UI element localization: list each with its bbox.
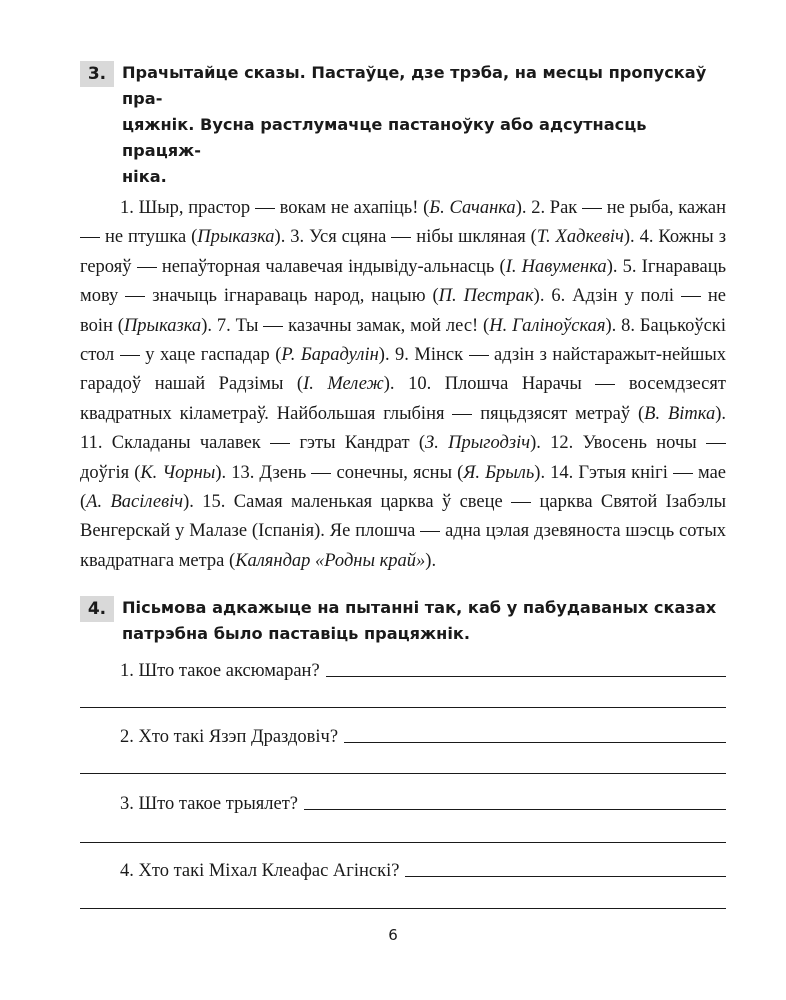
sentence-text: гэты Кандрат ( xyxy=(299,433,426,454)
dash-blank[interactable] xyxy=(391,236,411,238)
question-2 xyxy=(80,718,726,748)
dash-blank[interactable] xyxy=(263,325,283,327)
answer-line-full xyxy=(80,773,726,774)
answer-line-full xyxy=(80,707,726,708)
sentence-text: пяцьдзясят метраў ( xyxy=(480,403,645,424)
sentence-text: вокам не ахапіць! ( xyxy=(279,198,430,218)
sentence-text: ). 9. Мінск xyxy=(378,345,464,366)
sentence-text: мае ( xyxy=(80,462,727,513)
task-4-header xyxy=(80,595,726,647)
sentence-text: не птушка ( xyxy=(104,227,198,248)
author: А. Васілевіч xyxy=(86,492,184,513)
sentence-text: ). 7. Ты xyxy=(201,315,259,336)
answer-line[interactable] xyxy=(80,773,726,774)
answer-line-full xyxy=(80,908,726,909)
answer-line[interactable] xyxy=(80,842,726,843)
sentence-text: 1. Шыр, прастор xyxy=(120,198,251,218)
sentence-text: у хаце гаспадар ( xyxy=(145,345,282,366)
dash-blank[interactable] xyxy=(511,501,531,503)
task-4 xyxy=(80,595,726,647)
task-3-instruction-line-2: цяжнік. Вусна растлумачце пастаноўку або адсутнасць працяж- xyxy=(122,115,647,160)
sentence-text: царква Святой Ізабэлы Венгерскай у Малазе (Іспанія). Яе плошча xyxy=(80,492,726,542)
sentence-text: ). 12. Увосень ночы xyxy=(530,433,697,454)
dash-blank[interactable] xyxy=(270,442,290,444)
author: Т. Хадкевіч xyxy=(536,227,624,248)
answer-line[interactable] xyxy=(80,707,726,708)
question-text: 4. Хто такі Міхал Клеафас Агінскі? xyxy=(120,861,400,881)
dash-blank[interactable] xyxy=(452,413,472,415)
author: В. Вітка xyxy=(644,403,716,424)
sentence-text: адна цэлая дзевяноста шэсць сотых квадратнага метра ( xyxy=(80,521,727,571)
sentence-text: ). 11. Складаны чалавек xyxy=(80,403,727,454)
sentence-text: непаўторная чалавечая індывіду-альнасць ( xyxy=(161,256,506,277)
dash-blank[interactable] xyxy=(311,472,331,474)
dash-blank[interactable] xyxy=(125,295,145,297)
dash-blank[interactable] xyxy=(681,295,701,297)
dash-blank[interactable] xyxy=(80,236,100,238)
sentence-text: ). 15. Самая маленькая царква ў свеце xyxy=(183,492,503,513)
answer-line[interactable] xyxy=(405,876,726,877)
task-4-number: 4. xyxy=(80,596,114,622)
sentence-text: адзін з найстаражыт-нейшых гарадоў нашай Радзімы ( xyxy=(80,345,727,395)
answer-line[interactable] xyxy=(344,742,726,743)
dash-blank[interactable] xyxy=(595,383,615,385)
task-3-instruction xyxy=(122,60,726,190)
author: Прыказка xyxy=(123,315,202,336)
question-text: 2. Хто такі Язэп Драздовіч? xyxy=(120,727,339,747)
task-4-instruction-line-1: Пісьмова адкажыце на пытанні так, каб у пабудаваных сказах xyxy=(122,598,717,617)
author: Н. Галіноўская xyxy=(489,315,606,336)
author: З. Прыгодзіч xyxy=(425,433,531,454)
task-4-instruction xyxy=(122,595,716,647)
question-3 xyxy=(80,785,726,815)
sentence-text: ). 2. Рак xyxy=(515,198,578,218)
page-number: 6 xyxy=(388,926,398,944)
sentence-text: ). 14. Гэтыя кнігі xyxy=(534,462,668,483)
author: І. Мележ xyxy=(303,374,384,395)
task-3-instruction-line-3: ніка. xyxy=(122,167,167,186)
dash-blank[interactable] xyxy=(706,442,726,444)
sentence-text: ). 3. Уся сцяна xyxy=(274,227,387,248)
dash-blank[interactable] xyxy=(255,207,275,209)
sentence-text: ). 5. Ігнараваць мову xyxy=(80,256,727,307)
sentence-text: доўгія ( xyxy=(80,462,141,483)
sentence-text: ). xyxy=(425,550,437,571)
dash-blank[interactable] xyxy=(120,354,140,356)
sentence-text: ). 6. Адзін у полі xyxy=(533,286,674,307)
author: К. Чорны xyxy=(140,462,216,483)
sentence-text: восемдзесят квадратных кіламетраў. Найбольшая глыбіня xyxy=(80,374,726,424)
sentence-text: ). 8. Бацькоўскі стол xyxy=(80,315,726,366)
task-3-header xyxy=(80,60,726,190)
author: Каляндар «Родны край» xyxy=(235,550,426,571)
sentence-text: значыць ігнараваць народ, нацыю ( xyxy=(152,286,439,307)
question-4 xyxy=(80,852,726,882)
dash-blank[interactable] xyxy=(673,472,693,474)
sentence-text: не воін ( xyxy=(80,286,727,336)
task-3 xyxy=(80,60,726,576)
author: Я. Брыль xyxy=(463,462,535,483)
answer-line-full xyxy=(80,842,726,843)
sentence-text: ). 13. Дзень xyxy=(215,462,307,483)
task-4-instruction-line-2: патрэбна было паставіць працяжнік. xyxy=(122,624,471,643)
question-text: 1. Што такое аксюмаран? xyxy=(120,661,320,681)
sentence-text: ). 4. Кожны з герояў xyxy=(80,227,727,277)
answer-line[interactable] xyxy=(326,676,726,677)
author: П. Пестрак xyxy=(438,286,534,307)
dash-blank[interactable] xyxy=(469,354,489,356)
task-3-instruction-line-1: Прачытайце сказы. Пастаўце, дзе трэба, на месцы пропускаў пра- xyxy=(122,63,707,108)
dash-blank[interactable] xyxy=(582,207,602,209)
task-3-number: 3. xyxy=(80,61,114,87)
author: Б. Сачанка xyxy=(429,198,516,218)
sentence-text: не рыба, кажан xyxy=(606,198,727,218)
answer-line[interactable] xyxy=(304,809,726,810)
dash-blank[interactable] xyxy=(420,530,440,532)
dash-blank[interactable] xyxy=(137,266,157,268)
author: Р. Барадулін xyxy=(281,345,379,366)
task-3-sentences xyxy=(80,194,726,576)
sentence-text: сонечны, ясны ( xyxy=(336,462,464,483)
answer-line[interactable] xyxy=(80,908,726,909)
sentence-text: ). 10. Плошча Нарачы xyxy=(383,374,582,395)
question-1 xyxy=(80,652,726,682)
sentence-text: казачны замак, мой лес! ( xyxy=(288,315,490,336)
author: І. Навуменка xyxy=(505,256,607,277)
sentence-text: нібы шкляная ( xyxy=(416,227,537,248)
author: Прыказка xyxy=(197,227,275,248)
question-text: 3. Што такое трыялет? xyxy=(120,794,298,814)
